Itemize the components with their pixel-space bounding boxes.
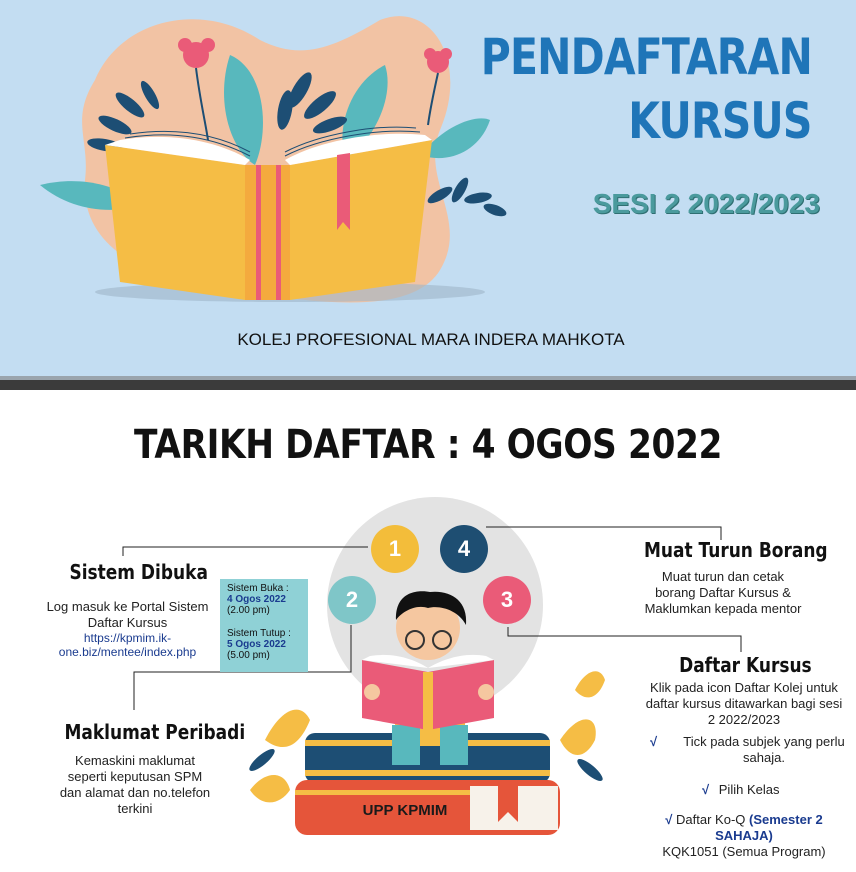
- book-stack-label: UPP KPMIM: [362, 802, 448, 819]
- check-item-class: [702, 782, 779, 797]
- portal-link-line1[interactable]: https://kpmim.ik-: [83, 631, 172, 645]
- step-4-circle: 4: [440, 525, 488, 573]
- check1-line2: sahaja.: [743, 750, 785, 765]
- muat-turun-heading: Muat Turun Borang: [643, 538, 828, 562]
- maklumat-peribadi-heading: Maklumat Peribadi: [64, 720, 246, 744]
- check3-label: Daftar Ko-Q: [676, 812, 746, 827]
- sistem-dibuka-heading: Sistem Dibuka: [69, 560, 208, 584]
- check3-course-code: KQK1051 (Semua Program): [662, 844, 826, 859]
- sistem-dibuka-line1: Log masuk ke Portal Sistem: [46, 599, 209, 614]
- page-title: TARIKH DAFTAR : 4 OGOS 2022: [134, 422, 722, 468]
- check-mark-icon: √: [665, 812, 673, 827]
- check3-semester: (Semester 2: [749, 812, 823, 827]
- maklumat-line2: seperti keputusan SPM: [67, 769, 203, 784]
- banner-title-line1: PENDAFTARAN: [480, 28, 812, 86]
- sistem-dibuka-text: [30, 599, 225, 659]
- close-date: 5 Ogos 2022: [227, 639, 286, 650]
- daftar-kursus-heading: Daftar Kursus: [679, 653, 812, 677]
- daftar-line1: Klik pada icon Daftar Kolej untuk: [650, 680, 838, 695]
- check3-sahaja: SAHAJA): [715, 828, 773, 843]
- portal-link-line2[interactable]: one.biz/mentee/index.php: [58, 645, 197, 659]
- maklumat-peribadi-text: [40, 753, 230, 817]
- open-date: 4 Ogos 2022: [227, 594, 286, 605]
- open-time: (2.00 pm): [227, 605, 270, 616]
- sistem-dibuka-line2: Daftar Kursus: [87, 615, 168, 630]
- banner-title-line2: KURSUS: [628, 92, 812, 150]
- muat-turun-text: [630, 569, 816, 617]
- muat-turun-line2: borang Daftar Kursus &: [655, 585, 791, 600]
- open-label: Sistem Buka :: [227, 583, 289, 594]
- maklumat-line1: Kemaskini maklumat: [75, 753, 195, 768]
- check2-label: Pilih Kelas: [718, 782, 780, 797]
- system-dates-box: [220, 579, 308, 672]
- step-3-circle: 3: [483, 576, 531, 624]
- close-time: (5.00 pm): [227, 650, 270, 661]
- check-mark-icon: √: [702, 782, 710, 797]
- muat-turun-line3: Maklumkan kepada mentor: [644, 601, 802, 616]
- daftar-line3: 2 2022/2023: [707, 712, 781, 727]
- step-2-circle: 2: [328, 576, 376, 624]
- session-label: SESI 2 2022/2023: [592, 188, 820, 219]
- maklumat-line4: terkini: [117, 801, 153, 816]
- muat-turun-line1: Muat turun dan cetak: [661, 569, 785, 584]
- check-mark-icon: √: [650, 734, 658, 749]
- close-label: Sistem Tutup :: [227, 628, 291, 639]
- check-item-subjects: [650, 734, 850, 766]
- daftar-line2: daftar kursus ditawarkan bagi sesi: [645, 696, 843, 711]
- step-1-circle: 1: [371, 525, 419, 573]
- daftar-kursus-text: [636, 680, 852, 728]
- check-item-koq: [646, 812, 842, 860]
- maklumat-line3: dan alamat dan no.telefon: [59, 785, 211, 800]
- check1-line1: Tick pada subjek yang perlu: [683, 734, 845, 749]
- college-name: KOLEJ PROFESIONAL MARA INDERA MAHKOTA: [237, 330, 625, 349]
